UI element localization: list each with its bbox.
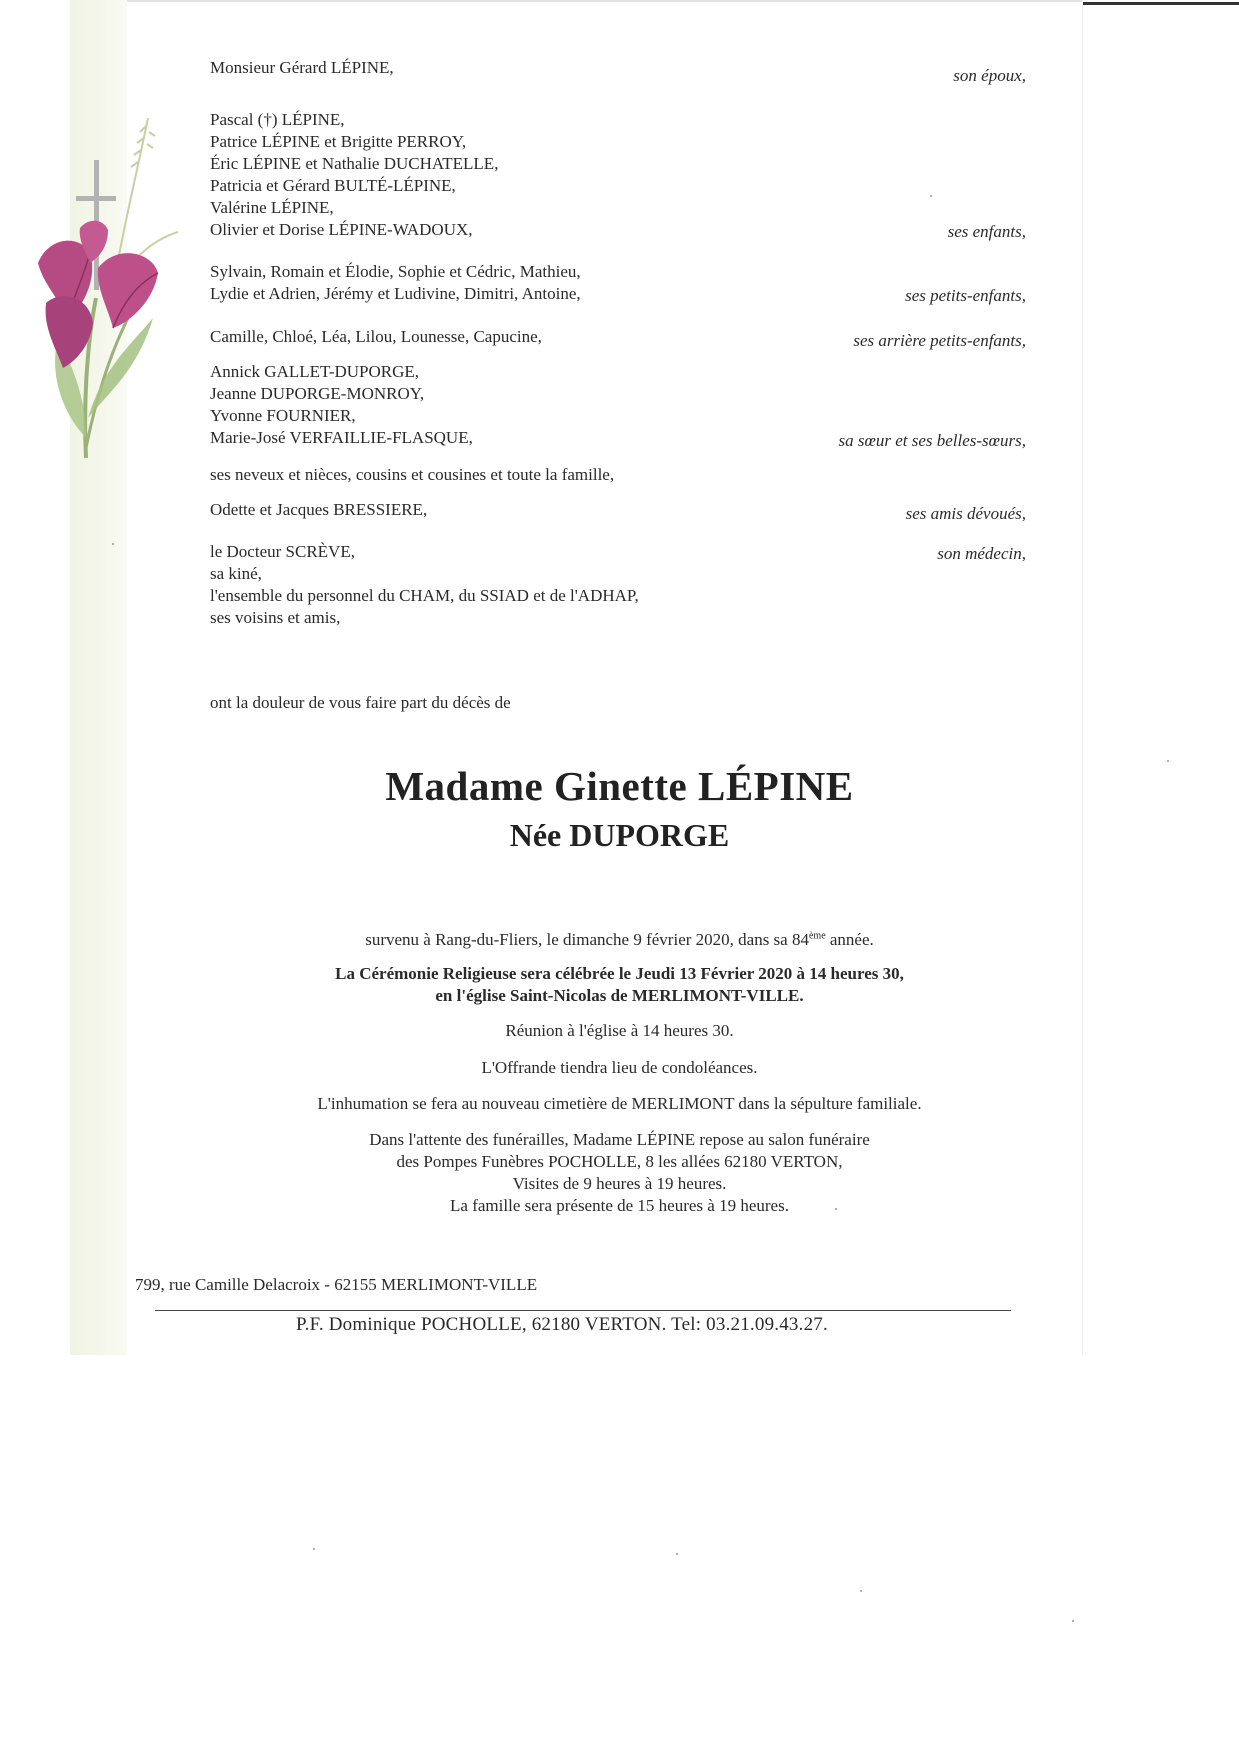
family-name-line: Valérine LÉPINE,: [210, 198, 334, 217]
scan-speck: [930, 195, 932, 197]
offering-note: L'Offrande tiendra lieu de condoléances.: [481, 1058, 758, 1077]
family-name-line: Odette et Jacques BRESSIERE,: [210, 500, 428, 519]
footer-divider: [155, 1310, 1011, 1311]
salon-line: Visites de 9 heures à 19 heures.: [512, 1174, 727, 1193]
scan-speck: [1167, 760, 1169, 762]
family-name-line: sa kiné,: [210, 564, 262, 583]
meeting-time: Réunion à l'église à 14 heures 30.: [505, 1021, 734, 1040]
family-name-line: Monsieur Gérard LÉPINE,: [210, 58, 394, 77]
family-name-line: Olivier et Dorise LÉPINE-WADOUX,: [210, 220, 473, 239]
family-name-line: Annick GALLET-DUPORGE,: [210, 362, 420, 381]
family-address: 799, rue Camille Delacroix - 62155 MERLIMONT-VILLE: [135, 1275, 538, 1294]
relation-label: ses petits-enfants,: [905, 286, 1026, 305]
scan-speck: [1072, 1620, 1074, 1622]
family-name-line: Yvonne FOURNIER,: [210, 406, 356, 425]
family-name-line: Marie-José VERFAILLIE-FLASQUE,: [210, 428, 473, 447]
announcement-intro: ont la douleur de vous faire part du décès de: [210, 693, 511, 712]
ceremony-location: en l'église Saint-Nicolas de MERLIMONT-VILLE.: [435, 986, 804, 1005]
funeral-salon-details: [0, 1129, 1239, 1217]
death-details-text: survenu à Rang-du-Fliers, le dimanche 9 février 2020, dans sa 84: [365, 930, 809, 949]
salon-line: Dans l'attente des funérailles, Madame LÉPINE repose au salon funéraire: [369, 1130, 870, 1149]
burial-note: L'inhumation se fera au nouveau cimetière de MERLIMONT dans la sépulture familiale.: [317, 1094, 922, 1113]
scan-speck: [313, 1548, 315, 1550]
salon-line: La famille sera présente de 15 heures à 19 heures.: [450, 1196, 789, 1215]
relation-label: ses arrière petits-enfants,: [853, 331, 1026, 350]
ceremony-details: [0, 963, 1239, 1007]
family-name-line: Patricia et Gérard BULTÉ-LÉPINE,: [210, 176, 456, 195]
family-name-line: ses neveux et nièces, cousins et cousines et toute la famille,: [210, 465, 615, 484]
cross-and-calla-lily-icon: [28, 118, 178, 478]
family-name-line: ses voisins et amis,: [210, 608, 341, 627]
family-name-line: Patrice LÉPINE et Brigitte PERROY,: [210, 132, 467, 151]
relation-label: ses amis dévoués,: [905, 504, 1026, 523]
family-name-line: Éric LÉPINE et Nathalie DUCHATELLE,: [210, 154, 499, 173]
family-name-line: Jeanne DUPORGE-MONROY,: [210, 384, 425, 403]
ordinal-suffix: ème: [808, 930, 826, 942]
relation-label: son époux,: [953, 66, 1026, 85]
family-name-line: Sylvain, Romain et Élodie, Sophie et Cédric, Mathieu,: [210, 262, 581, 281]
salon-line: des Pompes Funèbres POCHOLLE, 8 les allées 62180 VERTON,: [396, 1152, 843, 1171]
family-name-line: Camille, Chloé, Léa, Lilou, Lounesse, Capucine,: [210, 327, 542, 346]
death-details-end: année.: [825, 930, 874, 949]
ceremony-line: La Cérémonie Religieuse sera célébrée le Jeudi 13 Février 2020 à 14 heures 30,: [335, 964, 904, 983]
family-name-line: Lydie et Adrien, Jérémy et Ludivine, Dimitri, Antoine,: [210, 284, 581, 303]
scan-speck: [112, 543, 114, 545]
scan-speck: [676, 1553, 678, 1555]
top-edge-line: [127, 0, 1082, 2]
deceased-maiden-name: Née DUPORGE: [509, 817, 730, 853]
death-details: [0, 929, 1239, 951]
relation-label: ses enfants,: [947, 222, 1026, 241]
family-name-line: l'ensemble du personnel du CHAM, du SSIAD et de l'ADHAP,: [210, 586, 639, 605]
scan-speck: [835, 1208, 837, 1210]
top-edge-dark-mark: [1082, 2, 1239, 5]
relation-label: sa sœur et ses belles-sœurs,: [838, 431, 1026, 450]
family-name-line: le Docteur SCRÈVE,: [210, 542, 355, 561]
funeral-home-contact: P.F. Dominique POCHOLLE, 62180 VERTON. Tel: 03.21.09.43.27.: [296, 1314, 828, 1335]
deceased-name: Madame Ginette LÉPINE: [385, 763, 854, 809]
family-name-line: Pascal (†) LÉPINE,: [210, 110, 345, 129]
scan-speck: [860, 1590, 862, 1592]
relation-label: son médecin,: [937, 544, 1026, 563]
